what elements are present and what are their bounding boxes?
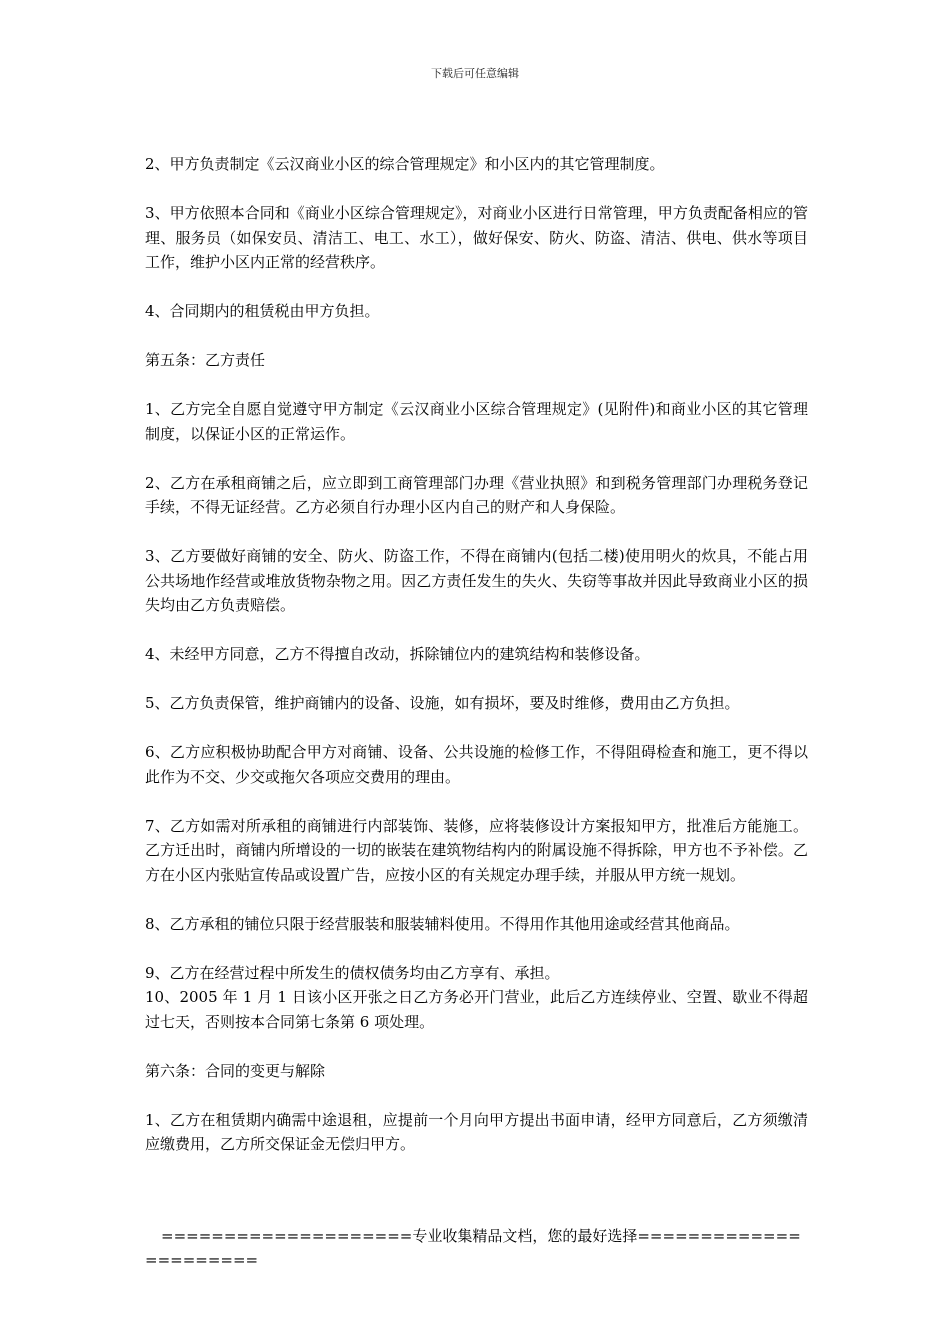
paragraph: 3、甲方依照本合同和《商业小区综合管理规定》，对商业小区进行日常管理，甲方负责配备相应的管理、服务员（如保安员、清洁工、电工、水工），做好保安、防火、防盗、清洁、供电、供水等项目工作，维护小区内正常的经营秩序。 [145,204,808,271]
paragraph: 4、合同期内的租赁税由甲方负担。 [145,302,380,320]
paragraph: 2、乙方在承租商铺之后，应立即到工商管理部门办理《营业执照》和到税务管理部门办理税务登记手续，不得无证经营。乙方必须自行办理小区内自己的财产和人身保险。 [145,473,808,516]
paragraph: 4、未经甲方同意，乙方不得擅自改动，拆除铺位内的建筑结构和装修设备。 [145,645,650,663]
paragraph: 1、乙方在租赁期内确需中途退租，应提前一个月向甲方提出书面申请，经甲方同意后，乙方须缴清应缴费用，乙方所交保证金无偿归甲方。 [145,1110,808,1153]
paragraph: 9、乙方在经营过程中所发生的债权债务均由乙方享有、承担。 [145,963,560,982]
paragraph: 1、乙方完全自愿自觉遵守甲方制定《云汉商业小区综合管理规定》(见附件)和商业小区的其它管理制度，以保证小区的正常运作。 [145,400,808,443]
paragraph: 2、甲方负责制定《云汉商业小区的综合管理规定》和小区内的其它管理制度。 [145,155,665,173]
section-heading: 第五条：乙方责任 [145,351,266,369]
section-heading: 第六条：合同的变更与解除 [145,1061,326,1080]
paragraph: 7、乙方如需对所承租的商铺进行内部装饰、装修，应将装修设计方案报知甲方，批准后方能施工。乙方迁出时，商铺内所增设的一切的嵌装在建筑物结构内的附属设施不得拆除，甲方也不予补偿。乙方在小区内张贴宣传品或设置广告，应按小区的有关规定办理手续，并服从甲方统一规划。 [145,816,808,884]
paragraph: 8、乙方承租的铺位只限于经营服装和服装辅料使用。不得用作其他用途或经营其他商品。 [145,914,740,933]
paragraph: 5、乙方负责保管，维护商铺内的设备、设施，如有损坏，要及时维修，费用由乙方负担。 [145,694,740,712]
paragraph: 6、乙方应积极协助配合甲方对商铺、设备、公共设施的检修工作，不得阻碍检查和施工，更不得以此作为不交、少交或拖欠各项应交费用的理由。 [145,743,808,786]
page-header: 下载后可任意编辑 [431,67,519,80]
document-body [145,152,808,1181]
paragraph: 3、乙方要做好商铺的安全、防火、防盗工作，不得在商铺内(包括二楼)使用明火的炊具，不能占用公共场地作经营或堆放货物杂物之用。因乙方责任发生的失火、失窃等事故并因此导致商业小区的损失均由乙方负责赔偿。 [145,547,808,614]
footer-text: ====================专业收集精品文档，您的最好选择====================== [145,1227,801,1269]
paragraph: 10、2005 年 1 月 1 日该小区开张之日乙方务必开门营业，此后乙方连续停业、空置、歇业不得超过七天，否则按本合同第七条第 6 项处理。 [145,988,808,1031]
page-footer [145,1224,808,1272]
